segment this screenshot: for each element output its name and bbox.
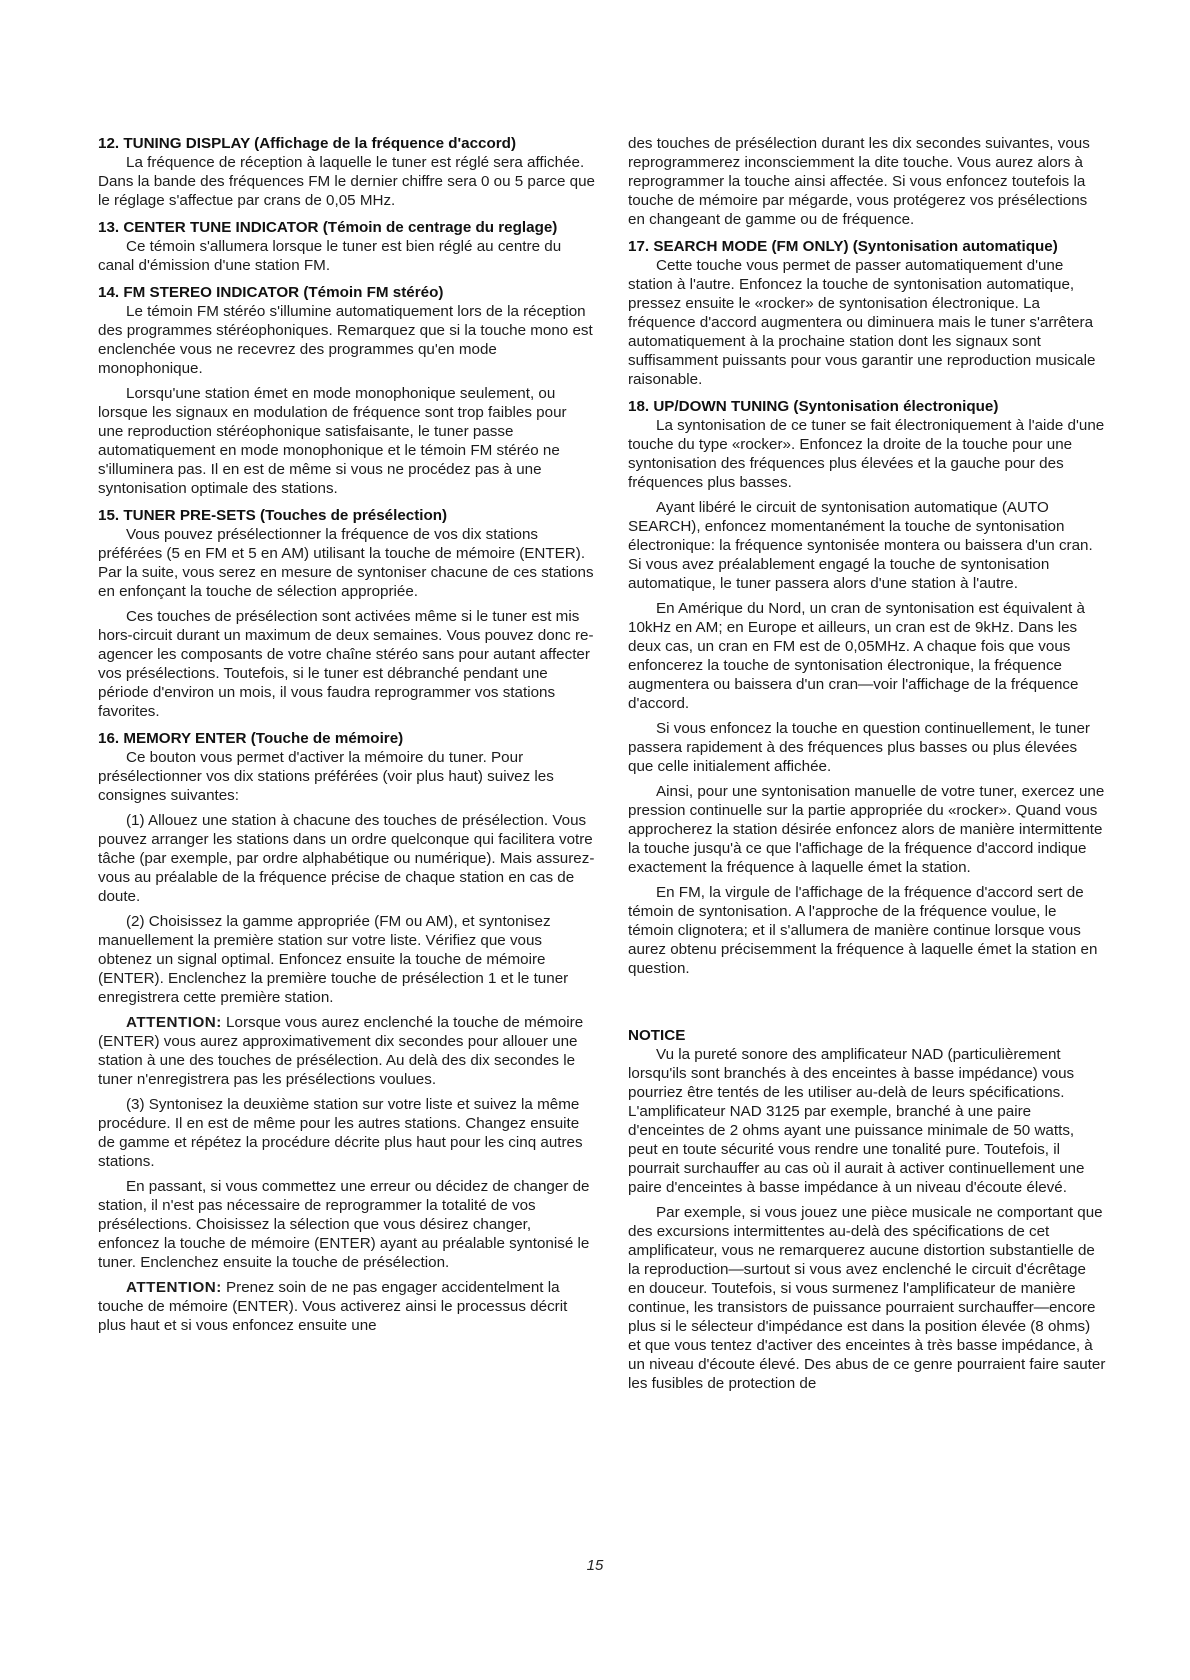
section-16-continued bbox=[628, 134, 1106, 229]
section-13-heading: 13. CENTER TUNE INDICATOR (Témoin de centrage du reglage) bbox=[98, 219, 558, 236]
paragraph: Si vous enfoncez la touche en question continuellement, le tuner passera rapidement à des fréquences plus basses ou plus élevées que celle initialement affichée. bbox=[628, 720, 1090, 775]
section-17 bbox=[628, 237, 1106, 389]
paragraph: Ce témoin s'allumera lorsque le tuner est bien réglé au centre du canal d'émission d'une station FM. bbox=[98, 238, 562, 274]
paragraph: Ce bouton vous permet d'activer la mémoire du tuner. Pour présélectionner vos dix stations préférées (voir plus haut) suivez les consignes suivantes: bbox=[98, 749, 554, 804]
section-17-heading: 17. SEARCH MODE (FM ONLY) (Syntonisation automatique) bbox=[628, 238, 1058, 255]
paragraph: La fréquence de réception à laquelle le tuner est réglé sera affichée. Dans la bande des fréquences FM le dernier chiffre sera 0 ou 5 parce que le réglage s'affectue par crans de 0,05 MHz. bbox=[98, 154, 595, 209]
paragraph: En Amérique du Nord, un cran de syntonisation est équivalent à 10kHz en AM; en Europe et ailleurs, un cran est de 9kHz. Dans les deux cas, un cran en FM est de 0,05MHz. A chaque fois que vous enfoncerez la touche de syntonisation électronique, la fréquence augmentera ou baissera d'un cran—voir l'affichage de la fréquence d'accord. bbox=[628, 600, 1085, 712]
section-14 bbox=[98, 283, 596, 498]
section-16 bbox=[98, 729, 596, 1335]
paragraph: Ces touches de présélection sont activées même si le tuner est mis hors-circuit durant un maximum de deux semaines. Vous pouvez donc re-agencer les composants de votre chaîne stéréo sans pour autant affecter vos présélections. Toutefois, si le tuner est débranché pendant une période d'environ un mois, il vous faudra reprogrammer vos stations favorites. bbox=[98, 608, 594, 720]
right-column bbox=[628, 134, 1106, 1401]
section-15-heading: 15. TUNER PRE-SETS (Touches de présélection) bbox=[98, 507, 448, 524]
paragraph: des touches de présélection durant les dix secondes suivantes, vous reprogrammerez inconsciemment la dite touche. Vous aurez alors à reprogrammer la touche ainsi affectée. Si vous enfoncez toutefois la touche de mémoire par mégarde, vous protégerez vos présélections en changeant de gamme ou de fréquence. bbox=[628, 135, 1090, 228]
section-16-heading: 16. MEMORY ENTER (Touche de mémoire) bbox=[98, 730, 404, 747]
spacer bbox=[628, 986, 1106, 1026]
section-18-heading: 18. UP/DOWN TUNING (Syntonisation électronique) bbox=[628, 398, 999, 415]
section-18 bbox=[628, 397, 1106, 978]
paragraph: Cette touche vous permet de passer automatiquement d'une station à l'autre. Enfoncez la touche de syntonisation automatique, pressez ensuite le «rocker» de syntonisation électronique. La fréquence d'accord augmentera ou diminuera mais le tuner s'arrêtera automatiquement à la prochaine station dont les signaux sont suffisamment puissants pour vous garantir une reproduction musicale raisonable. bbox=[628, 257, 1096, 388]
attention-label: ATTENTION: bbox=[126, 1014, 222, 1031]
page-number: 15 bbox=[586, 1557, 604, 1574]
attention-label: ATTENTION: bbox=[126, 1279, 222, 1296]
attention-paragraph bbox=[98, 1278, 596, 1335]
paragraph: Le témoin FM stéréo s'illumine automatiquement lors de la réception des programmes stéréophoniques. Remarquez que si la touche mono est enclenchée vous ne recevrez des programmes qu'en mode monophonique. bbox=[98, 303, 593, 377]
attention-text: Lorsque vous aurez enclenché la touche de mémoire (ENTER) vous aurez approximativement dix secondes pour allouer une station à une des touches de présélection. Au delà des dix secondes le tuner n'enregistrera pas les présélections voulues. bbox=[98, 1014, 584, 1088]
paragraph: Par exemple, si vous jouez une pièce musicale ne comportant que des excursions intermittentes au-delà des spécifications de cet amplificateur, vous ne remarquerez aucune distortion substantielle de la reproduction—surtout si vous avez enclenché le circuit d'écrêtage en douceur. Toutefois, si vous surmenez l'amplificateur de manière continue, les transistors de puissance pourraient surchauffer—encore plus si le sélecteur d'impédance est dans la position élevée (8 ohms) et que vous tentez d'activer des enceintes à très basse impédance, à un niveau d'écoute élevé. Des abus de ce genre pourraient faire sauter les fusibles de protection de bbox=[628, 1204, 1106, 1392]
attention-text: Prenez soin de ne pas engager accidentelment la touche de mémoire (ENTER). Vous activerez ainsi le processus décrit plus haut et si vous enfoncez ensuite une bbox=[98, 1279, 568, 1334]
paragraph: La syntonisation de ce tuner se fait électroniquement à l'aide d'une touche du type «rocker». Enfoncez la droite de la touche pour une syntonisation des fréquences plus élevées et la gauche pour des fréquences plus basses. bbox=[628, 417, 1105, 491]
paragraph: (2) Choisissez la gamme appropriée (FM ou AM), et syntonisez manuellement la première station sur votre liste. Vérifiez que vous obtenez un signal optimal. Enfoncez ensuite la touche de mémoire (ENTER). Enclenchez la première touche de présélection 1 et le tuner enregistrera cette première station. bbox=[98, 913, 569, 1006]
section-12-heading: 12. TUNING DISPLAY (Affichage de la fréquence d'accord) bbox=[98, 135, 516, 152]
paragraph: En FM, la virgule de l'affichage de la fréquence d'accord sert de témoin de syntonisation. A l'approche de la fréquence voulue, le témoin clignotera; et il s'allumera de manière continue lorsque vous aurez obtenu précisemment la fréquence à laquelle émet la station en question. bbox=[628, 884, 1098, 977]
left-column bbox=[98, 134, 596, 1343]
notice-section bbox=[628, 1026, 1106, 1393]
section-15 bbox=[98, 506, 596, 721]
paragraph: En passant, si vous commettez une erreur ou décidez de changer de station, il n'est pas nécessaire de reprogrammer la totalité de vos présélections. Choisissez la sélection que vous désirez changer, enfoncez la touche de mémoire (ENTER) ayant au préalable syntonisé le tuner. Enclenchez ensuite la touche de présélection. bbox=[98, 1178, 590, 1271]
paragraph: (3) Syntonisez la deuxième station sur votre liste et suivez la même procédure. Il en est de même pour les autres stations. Changez ensuite de gamme et répétez la procédure décrite plus haut pour les cinq autres stations. bbox=[98, 1096, 583, 1170]
paragraph: Lorsqu'une station émet en mode monophonique seulement, ou lorsque les signaux en modulation de fréquence sont trop faibles pour une reproduction stéréophonique satisfaisante, le tuner passe automatiquement en mode monophonique et le témoin FM stéréo ne s'illuminera pas. Il en est de même si vous ne procédez pas à une syntonisation optimale des stations. bbox=[98, 385, 567, 497]
section-13 bbox=[98, 218, 596, 275]
section-14-heading: 14. FM STEREO INDICATOR (Témoin FM stéréo) bbox=[98, 284, 444, 301]
paragraph: (1) Allouez une station à chacune des touches de présélection. Vous pouvez arranger les stations dans un ordre quelconque qui facilitera votre tâche (par exemple, par ordre alphabétique ou numérique). Mais assurez-vous au préalable de la fréquence précise de chaque station en cas de doute. bbox=[98, 812, 595, 905]
paragraph: Ainsi, pour une syntonisation manuelle de votre tuner, exercez une pression continuelle sur la partie appropriée du «rocker». Quand vous approcherez la station désirée enfoncez alors de manière intermittente la touche jusqu'à ce que l'affichage de la fréquence d'accord indique exactement la fréquence à laquelle émet la station. bbox=[628, 783, 1105, 876]
notice-heading: NOTICE bbox=[628, 1027, 686, 1044]
paragraph: Vous pouvez présélectionner la fréquence de vos dix stations préférées (5 en FM et 5 en AM) utilisant la touche de mémoire (ENTER). Par la suite, vous serez en mesure de syntoniser chacune de ces stations en enfonçant la touche de sélection appropriée. bbox=[98, 526, 594, 600]
attention-paragraph bbox=[98, 1013, 596, 1089]
paragraph: Vu la pureté sonore des amplificateur NAD (particulièrement lorsqu'ils sont branchés à des enceintes à basse impédance) vous pourriez être tentés de les utiliser au-delà de leurs spécifications. L'amplificateur NAD 3125 par exemple, branché à une paire d'enceintes de 2 ohms ayant une puissance minimale de 50 watts, peut en toute sécurité vous rendre une tonalité pure. Toutefois, il pourrait surchauffer au cas où il aurait à activer continuellement une paire d'enceintes à basse impédance à un niveau d'écoute élevé. bbox=[628, 1046, 1085, 1196]
section-12 bbox=[98, 134, 596, 210]
paragraph: Ayant libéré le circuit de syntonisation automatique (AUTO SEARCH), enfoncez momentanément la touche de syntonisation électronique: la fréquence syntonisée montera ou baissera d'un cran. Si vous avez préalablement engagé la touche de syntonisation automatique, le tuner passera alors d'une station à l'autre. bbox=[628, 499, 1093, 592]
